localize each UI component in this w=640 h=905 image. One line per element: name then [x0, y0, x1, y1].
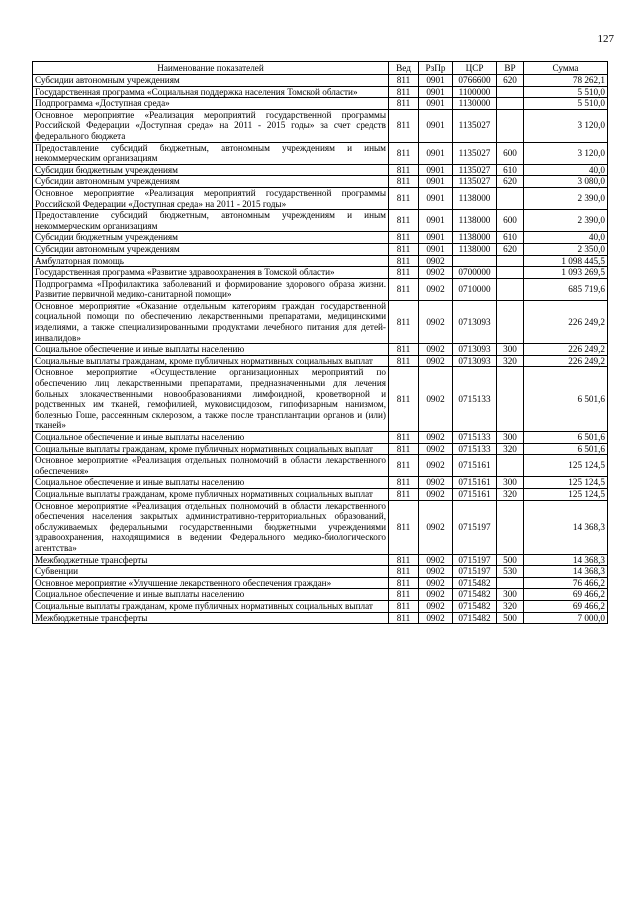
table-row — [33, 98, 608, 110]
cell-csr: 0715197 — [453, 500, 497, 554]
cell-name: Субсидии бюджетным учреждениям — [33, 164, 389, 176]
cell-vr: 600 — [497, 210, 524, 232]
cell-vr: 600 — [497, 142, 524, 164]
cell-vr: 500 — [497, 612, 524, 624]
cell-name: Предоставление субсидий бюджетным, автономным учреждениям и иным некоммерческим организациям — [33, 142, 389, 164]
table-row — [33, 554, 608, 566]
page-number: 127 — [597, 33, 614, 45]
cell-csr: 1100000 — [453, 86, 497, 98]
header-rzpr: РзПр — [419, 62, 453, 75]
table-row — [33, 232, 608, 244]
cell-csr: 0710000 — [453, 278, 497, 300]
cell-csr: 0715133 — [453, 367, 497, 432]
cell-rzpr: 0902 — [419, 577, 453, 589]
cell-ved: 811 — [389, 577, 419, 589]
cell-name: Социальное обеспечение и иные выплаты населению — [33, 344, 389, 356]
cell-name: Социальные выплаты гражданам, кроме публичных нормативных социальных выплат — [33, 355, 389, 367]
cell-sum: 2 390,0 — [524, 210, 608, 232]
cell-vr — [497, 98, 524, 110]
cell-rzpr: 0902 — [419, 367, 453, 432]
cell-vr: 620 — [497, 243, 524, 255]
cell-sum: 6 501,6 — [524, 443, 608, 455]
cell-sum: 1 093 269,5 — [524, 267, 608, 279]
cell-rzpr: 0902 — [419, 344, 453, 356]
cell-rzpr: 0902 — [419, 612, 453, 624]
cell-sum: 226 249,2 — [524, 344, 608, 356]
table-row — [33, 600, 608, 612]
header-name: Наименование показателей — [33, 62, 389, 75]
cell-sum: 76 466,2 — [524, 577, 608, 589]
cell-csr: 0715161 — [453, 488, 497, 500]
cell-sum: 14 368,3 — [524, 500, 608, 554]
cell-vr: 320 — [497, 600, 524, 612]
table-row — [33, 278, 608, 300]
cell-name: Субсидии автономным учреждениям — [33, 176, 389, 188]
table-header-row — [33, 62, 608, 75]
cell-ved: 811 — [389, 278, 419, 300]
table-row — [33, 109, 608, 142]
header-csr: ЦСР — [453, 62, 497, 75]
cell-csr: 1135027 — [453, 142, 497, 164]
cell-sum: 6 501,6 — [524, 367, 608, 432]
cell-name: Подпрограмма «Профилактика заболеваний и формирование здорового образа жизни. Развитие первичной медико-санитарной помощи» — [33, 278, 389, 300]
cell-rzpr: 0901 — [419, 98, 453, 110]
cell-name: Субвенции — [33, 566, 389, 578]
cell-rzpr: 0902 — [419, 554, 453, 566]
cell-ved: 811 — [389, 164, 419, 176]
cell-csr: 1138000 — [453, 187, 497, 209]
cell-rzpr: 0902 — [419, 500, 453, 554]
table-row — [33, 243, 608, 255]
cell-vr — [497, 109, 524, 142]
cell-name: Субсидии бюджетным учреждениям — [33, 232, 389, 244]
cell-vr — [497, 187, 524, 209]
cell-sum: 69 466,2 — [524, 589, 608, 601]
header-ved: Вед — [389, 62, 419, 75]
cell-rzpr: 0902 — [419, 443, 453, 455]
table-row — [33, 455, 608, 477]
header-vr: ВР — [497, 62, 524, 75]
cell-vr — [497, 86, 524, 98]
cell-csr: 0715133 — [453, 443, 497, 455]
cell-csr: 0715482 — [453, 589, 497, 601]
cell-vr — [497, 278, 524, 300]
cell-name: Подпрограмма «Доступная среда» — [33, 98, 389, 110]
table-row — [33, 344, 608, 356]
table-row — [33, 577, 608, 589]
cell-rzpr: 0902 — [419, 600, 453, 612]
cell-name: Основное мероприятие «Осуществление организационных мероприятий по обеспечению лиц лекарственными препаратами, предназначенными для лечения больных злокачественными новообразованиями лимфоидной, кроветворной и родственных им тканей, гемофилией, муковисцидозом, гипофизарным нанизмом, болезнью Гоше, рассеянным склерозом, а также после трансплантации органов и (или) тканей» — [33, 367, 389, 432]
cell-vr: 620 — [497, 75, 524, 87]
cell-name: Межбюджетные трансферты — [33, 612, 389, 624]
cell-name: Межбюджетные трансферты — [33, 554, 389, 566]
cell-csr: 0713093 — [453, 300, 497, 343]
cell-vr: 620 — [497, 176, 524, 188]
cell-name: Основное мероприятие «Реализация мероприятий государственной программы Российской Федерации «Доступная среда» на 2011 - 2015 годы» за счет средств федерального бюджета — [33, 109, 389, 142]
cell-ved: 811 — [389, 500, 419, 554]
cell-vr — [497, 577, 524, 589]
cell-csr: 0715161 — [453, 477, 497, 489]
cell-ved: 811 — [389, 612, 419, 624]
cell-sum: 685 719,6 — [524, 278, 608, 300]
cell-name: Социальное обеспечение и иные выплаты населению — [33, 432, 389, 444]
table-body — [33, 75, 608, 624]
cell-csr: 1135027 — [453, 176, 497, 188]
cell-ved: 811 — [389, 255, 419, 267]
table-row — [33, 443, 608, 455]
cell-name: Государственная программа «Социальная поддержка населения Томской области» — [33, 86, 389, 98]
cell-name: Предоставление субсидий бюджетным, автономным учреждениям и иным некоммерческим организациям — [33, 210, 389, 232]
cell-vr: 300 — [497, 432, 524, 444]
cell-sum: 7 000,0 — [524, 612, 608, 624]
cell-ved: 811 — [389, 432, 419, 444]
cell-rzpr: 0901 — [419, 187, 453, 209]
cell-ved: 811 — [389, 344, 419, 356]
cell-rzpr: 0902 — [419, 255, 453, 267]
cell-csr: 0713093 — [453, 344, 497, 356]
cell-name: Государственная программа «Развитие здравоохранения в Томской области» — [33, 267, 389, 279]
cell-ved: 811 — [389, 142, 419, 164]
cell-sum: 2 350,0 — [524, 243, 608, 255]
cell-ved: 811 — [389, 243, 419, 255]
cell-vr — [497, 500, 524, 554]
cell-sum: 226 249,2 — [524, 300, 608, 343]
cell-rzpr: 0902 — [419, 589, 453, 601]
cell-name: Амбулаторная помощь — [33, 255, 389, 267]
cell-sum: 40,0 — [524, 164, 608, 176]
cell-name: Основное мероприятие «Реализация мероприятий государственной программы Российской Федерации «Доступная среда» на 2011 - 2015 годы» — [33, 187, 389, 209]
cell-sum: 6 501,6 — [524, 432, 608, 444]
table-row — [33, 75, 608, 87]
cell-csr: 0715161 — [453, 455, 497, 477]
cell-vr: 610 — [497, 232, 524, 244]
cell-ved: 811 — [389, 210, 419, 232]
cell-sum: 3 120,0 — [524, 109, 608, 142]
cell-csr: 1138000 — [453, 210, 497, 232]
table-row — [33, 142, 608, 164]
table-row — [33, 255, 608, 267]
table-row — [33, 488, 608, 500]
cell-name: Основное мероприятие «Реализация отдельных полномочий в области лекарственного обеспечения населения закрытых административно-территориальных образований, обслуживаемых федеральными государственными бюджетными учреждениями здравоохранения, находящимися в ведении Федерального медико-биологического агентства» — [33, 500, 389, 554]
cell-vr — [497, 300, 524, 343]
cell-rzpr: 0901 — [419, 210, 453, 232]
cell-rzpr: 0901 — [419, 75, 453, 87]
cell-sum: 78 262,1 — [524, 75, 608, 87]
cell-rzpr: 0902 — [419, 300, 453, 343]
cell-ved: 811 — [389, 176, 419, 188]
cell-ved: 811 — [389, 75, 419, 87]
cell-name: Субсидии автономным учреждениям — [33, 75, 389, 87]
cell-csr: 1135027 — [453, 164, 497, 176]
cell-csr: 1135027 — [453, 109, 497, 142]
cell-vr: 300 — [497, 589, 524, 601]
cell-name: Социальные выплаты гражданам, кроме публичных нормативных социальных выплат — [33, 600, 389, 612]
cell-vr: 320 — [497, 355, 524, 367]
cell-ved: 811 — [389, 300, 419, 343]
cell-csr: 0715482 — [453, 600, 497, 612]
cell-sum: 3 120,0 — [524, 142, 608, 164]
cell-vr: 610 — [497, 164, 524, 176]
cell-ved: 811 — [389, 554, 419, 566]
cell-csr: 0715482 — [453, 577, 497, 589]
budget-table — [32, 61, 608, 624]
cell-sum: 14 368,3 — [524, 554, 608, 566]
cell-vr — [497, 455, 524, 477]
cell-vr: 320 — [497, 443, 524, 455]
cell-rzpr: 0902 — [419, 267, 453, 279]
cell-rzpr: 0902 — [419, 566, 453, 578]
cell-csr: 0713093 — [453, 355, 497, 367]
cell-sum: 125 124,5 — [524, 455, 608, 477]
table-row — [33, 367, 608, 432]
cell-name: Основное мероприятие «Оказание отдельным категориям граждан государственной социальной помощи по обеспечению лекарственными препаратами, медицинскими изделиями, а также специализированными продуктами лечебного питания для детей-инвалидов» — [33, 300, 389, 343]
cell-rzpr: 0901 — [419, 109, 453, 142]
cell-ved: 811 — [389, 109, 419, 142]
cell-name: Субсидии автономным учреждениям — [33, 243, 389, 255]
cell-name: Социальное обеспечение и иные выплаты населению — [33, 477, 389, 489]
cell-rzpr: 0901 — [419, 142, 453, 164]
table-row — [33, 86, 608, 98]
cell-name: Социальное обеспечение и иные выплаты населению — [33, 589, 389, 601]
cell-rzpr: 0902 — [419, 355, 453, 367]
cell-rzpr: 0901 — [419, 86, 453, 98]
cell-sum: 1 098 445,5 — [524, 255, 608, 267]
cell-name: Основное мероприятие «Улучшение лекарственного обеспечения граждан» — [33, 577, 389, 589]
table-row — [33, 432, 608, 444]
cell-csr: 1138000 — [453, 243, 497, 255]
table-row — [33, 210, 608, 232]
cell-sum: 2 390,0 — [524, 187, 608, 209]
cell-ved: 811 — [389, 600, 419, 612]
cell-vr: 500 — [497, 554, 524, 566]
cell-csr: 0715197 — [453, 554, 497, 566]
cell-rzpr: 0902 — [419, 477, 453, 489]
cell-name: Основное мероприятие «Реализация отдельных полномочий в области лекарственного обеспечения» — [33, 455, 389, 477]
cell-vr — [497, 255, 524, 267]
cell-sum: 14 368,3 — [524, 566, 608, 578]
cell-csr: 1130000 — [453, 98, 497, 110]
cell-rzpr: 0901 — [419, 176, 453, 188]
cell-rzpr: 0901 — [419, 232, 453, 244]
cell-ved: 811 — [389, 367, 419, 432]
cell-sum: 125 124,5 — [524, 477, 608, 489]
table-row — [33, 267, 608, 279]
cell-ved: 811 — [389, 443, 419, 455]
cell-rzpr: 0902 — [419, 488, 453, 500]
cell-ved: 811 — [389, 477, 419, 489]
cell-sum: 40,0 — [524, 232, 608, 244]
cell-rzpr: 0902 — [419, 432, 453, 444]
cell-vr — [497, 267, 524, 279]
cell-sum: 5 510,0 — [524, 98, 608, 110]
table-row — [33, 187, 608, 209]
cell-sum: 3 080,0 — [524, 176, 608, 188]
cell-ved: 811 — [389, 589, 419, 601]
cell-sum: 5 510,0 — [524, 86, 608, 98]
cell-ved: 811 — [389, 267, 419, 279]
table-row — [33, 355, 608, 367]
table-row — [33, 477, 608, 489]
cell-csr: 0700000 — [453, 267, 497, 279]
cell-csr: 0766600 — [453, 75, 497, 87]
cell-csr: 0715482 — [453, 612, 497, 624]
table-row — [33, 566, 608, 578]
cell-sum: 69 466,2 — [524, 600, 608, 612]
cell-csr: 0715197 — [453, 566, 497, 578]
cell-ved: 811 — [389, 488, 419, 500]
table-row — [33, 500, 608, 554]
cell-sum: 226 249,2 — [524, 355, 608, 367]
table-row — [33, 589, 608, 601]
cell-ved: 811 — [389, 566, 419, 578]
table-row — [33, 612, 608, 624]
cell-rzpr: 0901 — [419, 164, 453, 176]
cell-vr: 320 — [497, 488, 524, 500]
cell-name: Социальные выплаты гражданам, кроме публичных нормативных социальных выплат — [33, 443, 389, 455]
cell-sum: 125 124,5 — [524, 488, 608, 500]
table-row — [33, 176, 608, 188]
cell-name: Социальные выплаты гражданам, кроме публичных нормативных социальных выплат — [33, 488, 389, 500]
cell-vr — [497, 367, 524, 432]
cell-ved: 811 — [389, 86, 419, 98]
cell-ved: 811 — [389, 232, 419, 244]
cell-csr — [453, 255, 497, 267]
cell-ved: 811 — [389, 187, 419, 209]
cell-rzpr: 0902 — [419, 278, 453, 300]
cell-csr: 0715133 — [453, 432, 497, 444]
cell-ved: 811 — [389, 98, 419, 110]
cell-rzpr: 0901 — [419, 243, 453, 255]
table-row — [33, 164, 608, 176]
cell-csr: 1138000 — [453, 232, 497, 244]
cell-vr: 530 — [497, 566, 524, 578]
cell-vr: 300 — [497, 477, 524, 489]
cell-ved: 811 — [389, 355, 419, 367]
table-row — [33, 300, 608, 343]
cell-ved: 811 — [389, 455, 419, 477]
cell-rzpr: 0902 — [419, 455, 453, 477]
header-sum: Сумма — [524, 62, 608, 75]
cell-vr: 300 — [497, 344, 524, 356]
